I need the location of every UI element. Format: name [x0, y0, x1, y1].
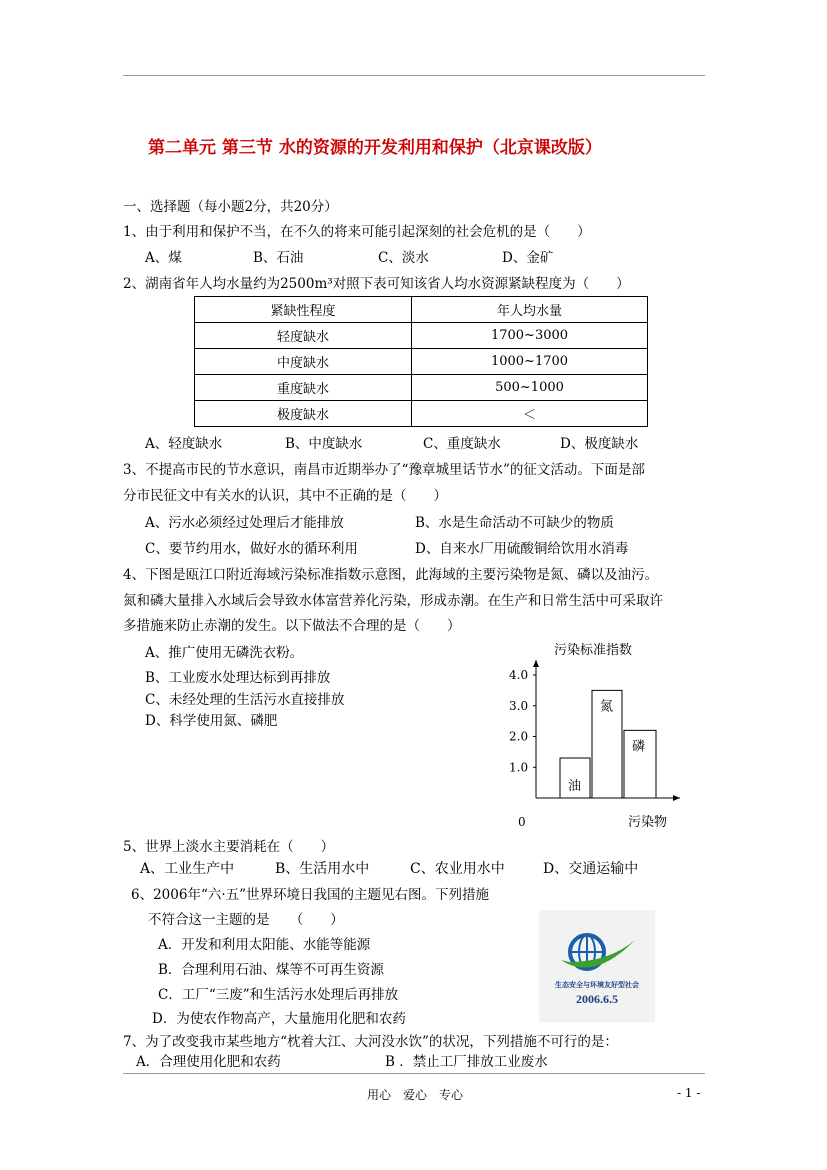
page-title: 第二单元 第三节 水的资源的开发利用和保护（北京课改版）: [148, 138, 602, 158]
q4-option-b: B、工业废水处理达标到再排放: [145, 670, 331, 686]
table-cell: 1000~1700: [412, 349, 648, 375]
q3-option-d: D、自来水厂用硫酸铜给饮用水消毒: [415, 541, 629, 557]
q6-option-a: A．开发和利用太阳能、水能等能源: [158, 937, 371, 953]
q2-option-a: A、轻度缺水: [145, 436, 223, 452]
q3-option-c: C、要节约用水，做好水的循环利用: [145, 541, 358, 557]
table-header-cell: 紧缺性程度: [195, 297, 412, 323]
q7-option-b: B ．禁止工厂排放工业废水: [385, 1054, 548, 1070]
q6-option-d: D．为使农作物高产，大量施用化肥和农药: [152, 1011, 406, 1027]
q3-option-b: B、水是生命活动不可缺少的物质: [415, 515, 614, 531]
page-number: - 1 -: [677, 1086, 701, 1100]
pollution-chart: [500, 630, 700, 840]
q3-option-a: A、污水必须经过处理后才能排放: [145, 515, 344, 531]
table-cell: 中度缺水: [195, 349, 412, 375]
q5-option-a: A、工业生产中: [140, 861, 235, 877]
q4-option-d: D、科学使用氮、磷肥: [145, 713, 278, 729]
table-row: [195, 375, 648, 401]
section-heading: 一、选择题（每小题2分，共20分）: [123, 199, 338, 215]
q4-option-a: A、推广使用无磷洗衣粉。: [145, 645, 304, 661]
question-3-stem-line1: 3、不提高市民的节水意识，南昌市近期举办了“豫章城里话节水”的征文活动。下面是部: [123, 462, 645, 478]
y-tick-label: 1.0: [509, 760, 529, 775]
table-cell: 500~1000: [412, 375, 648, 401]
table-header-cell: 年人均水量: [412, 297, 648, 323]
y-tick-label: 2.0: [509, 729, 529, 744]
logo-caption: 生态安全与环境友好型社会: [555, 981, 639, 989]
q5-option-b: B、生活用水中: [275, 861, 370, 877]
q1-option-b: B、石油: [253, 250, 304, 266]
question-7-stem: 7、为了改变我市某些地方“枕着大江、大河没水饮”的状况，下列措施不可行的是：: [123, 1034, 618, 1050]
q2-option-b: B、中度缺水: [285, 436, 363, 452]
q1-option-c: C、淡水: [378, 250, 429, 266]
scarcity-table: [194, 296, 648, 427]
x-axis-label: 污染物: [628, 815, 668, 830]
logo-date: 2006.6.5: [576, 992, 618, 1006]
x-axis-arrow: [673, 795, 680, 801]
q2-option-c: C、重度缺水: [423, 436, 501, 452]
question-4-stem-line1: 4、下图是瓯江口附近海域污染标准指数示意图，此海域的主要污染物是氮、磷以及油污。: [123, 567, 659, 583]
y-axis-arrow: [533, 660, 539, 667]
table-cell: 1700~3000: [412, 323, 648, 349]
table-cell: 轻度缺水: [195, 323, 412, 349]
q4-option-c: C、未经处理的生活污水直接排放: [145, 692, 345, 708]
bar-label: 磷: [632, 739, 646, 755]
q5-option-d: D、交通运输中: [543, 861, 639, 877]
q5-option-c: C、农业用水中: [410, 861, 505, 877]
y-axis-label: 污染标准指数: [554, 643, 633, 658]
table-cell: ＜: [412, 401, 648, 427]
q6-option-c: C．工厂“三废”和生活污水处理后再排放: [158, 987, 399, 1003]
q1-option-d: D、金矿: [502, 250, 554, 266]
q2-option-d: D、极度缺水: [560, 436, 639, 452]
bar-label: 油: [568, 779, 582, 794]
q1-option-a: A、煤: [145, 250, 182, 266]
bar-label: 氮: [600, 699, 614, 715]
environment-day-logo: [539, 910, 655, 1022]
y-tick-label: 4.0: [509, 668, 529, 682]
pollution-chart-svg: [500, 630, 700, 840]
q6-option-b: B．合理利用石油、煤等不可再生资源: [158, 962, 384, 978]
question-1-stem: 1、由于利用和保护不当，在不久的将来可能引起深刻的社会危机的是（ ）: [123, 224, 591, 240]
table-row: [195, 349, 648, 375]
question-6-stem-line1: 6、2006年“六·五”世界环境日我国的主题见右图。下列措施: [131, 887, 490, 903]
y-tick-label: 3.0: [509, 698, 529, 713]
question-4-stem-line3: 多措施来防止赤潮的发生。以下做法不合理的是（ ）: [123, 618, 461, 634]
footer-rule: [123, 1073, 705, 1074]
q7-option-a: A．合理使用化肥和农药: [136, 1054, 281, 1070]
question-2-stem: 2、湖南省年人均水量约为2500m³对照下表可知该省人均水资源紧缺程度为（ ）: [123, 276, 630, 292]
table-row: [195, 401, 648, 427]
header-rule: [123, 75, 705, 76]
table-header-row: [195, 297, 648, 323]
table-cell: 极度缺水: [195, 401, 412, 427]
question-5-stem: 5、世界上淡水主要消耗在（ ）: [123, 839, 335, 855]
footer-motto: 用心 爱心 专心: [367, 1088, 464, 1102]
question-3-stem-line2: 分市民征文中有关水的认识，其中不正确的是（ ）: [123, 488, 447, 504]
origin-label: 0: [518, 815, 526, 829]
table-row: [195, 323, 648, 349]
question-6-stem-line2: 不符合这一主题的是 （ ）: [148, 912, 344, 928]
question-4-stem-line2: 氮和磷大量排入水域后会导致水体富营养化污染，形成赤潮。在生产和日常生活中可采取许: [123, 593, 663, 609]
table-cell: 重度缺水: [195, 375, 412, 401]
